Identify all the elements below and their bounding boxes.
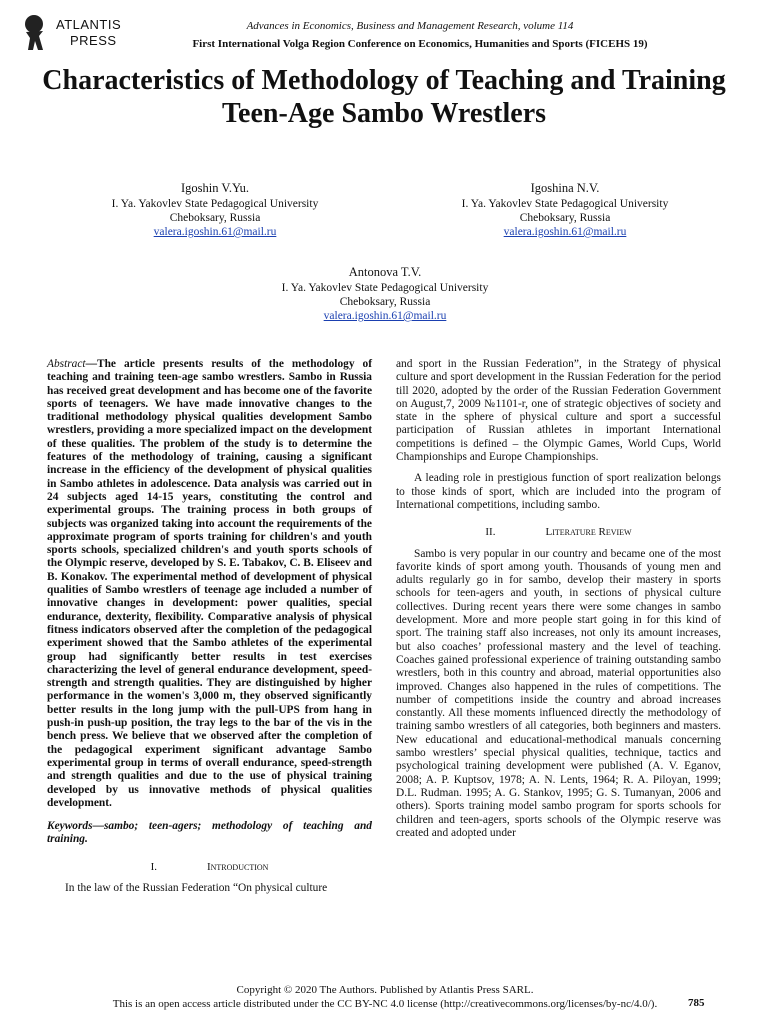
- author-city: Cheboksary, Russia: [169, 212, 261, 224]
- abstract-text: —The article presents results of the methodology of teaching and training teen-age sambo wrestlers. Sambo in Russia has received great development and has become one of the favorite sports of teenagers. We have made innovative changes to the traditional methodology physical qualities development Sambo wrestlers, providing a more specialized impact on the development of these qualities. The problem of the study is to determine the features of the methodology of training, causing a significant increase in the efficiency of the development of physical qualities in Sambo athletes in adolescence. Data analysis was carried out in 24 subjects aged 14-15 years, constituting the control and experimental groups. The training process in both groups of subjects was organized taking into account the requirements of the approximate program of sports training for children's and youth sports schools, specialized children's and youth sports schools of the Olympic reserve, developed by S. E. Tabakov, C. B. Eliseev and B. Konakov. The experimental method of development of physical qualities of Sambo wrestlers of teenage age included a number of innovative changes in development: power qualities, special endurance, dexterity, flexibility. Comparative analysis of physical fitness indicators observed after the completion of the pedagogical experiment showed that the Sambo athletes of the experimental group had significantly better results in test exercises characterizing the level of general endurance development, speed-strength and strength qualities. They are distinguished by higher performance in the women's 3,000 m, they observed significantly better results in the long jump with the pull-UPS from hang in push-in push-up position, the tray legs to the bar of the vis in the bench press. We believe that we observed after the completion of the pedagogical experiment significant advantage Sambo experimental group in terms of overall endurance, speed-strength and strength qualities and due to the use of physical training developed by us innovative methods of physical qualities development.: [47, 358, 372, 809]
- author-email-link[interactable]: valera.igoshin.61@mail.ru: [503, 226, 627, 238]
- author-email-link[interactable]: valera.igoshin.61@mail.ru: [323, 310, 447, 322]
- intro-paragraph-continued: and sport in the Russian Federation”, in the Strategy of physical culture and sport development in the Russian Federation for the period till 2020, adopted by the order of the Russian Federation Government on August,7, 2009 №1101-r, one of strategic objectives of society and state in the sphere of physical culture and sport a successful participation of Russian athletes in important International competitions is defined – the Olympic Games, World Cups, World Championships and Europe Championships.: [396, 358, 721, 464]
- atlas-figure-icon: [20, 14, 50, 52]
- logo-text-atlantis: ATLANTIS: [56, 17, 122, 32]
- keywords: [47, 820, 372, 847]
- section-heading-literature-review: II. Literature Review: [485, 526, 632, 539]
- author-city: Cheboksary, Russia: [519, 212, 611, 224]
- page-number: 785: [688, 997, 705, 1009]
- logo-text-press: PRESS: [70, 33, 117, 48]
- author-affiliation: I. Ya. Yakovlev State Pedagogical University: [461, 198, 669, 210]
- abstract-label: Abstract: [47, 358, 86, 370]
- author-name: Igoshina N.V.: [530, 181, 600, 195]
- author-affiliation: I. Ya. Yakovlev State Pedagogical University: [281, 282, 489, 294]
- section-heading-introduction: I. Introduction: [150, 860, 269, 873]
- keywords-text: —sambo; teen-agers; methodology of teaching and training.: [47, 820, 372, 846]
- author-affiliation: I. Ya. Yakovlev State Pedagogical University: [111, 198, 319, 210]
- intro-paragraph-2: A leading role in prestigious function of sport realization belongs to those kinds of sport, which are included into the program of International competitions, including sambo.: [396, 472, 721, 511]
- series-header: Advances in Economics, Business and Management Research, volume 114: [246, 20, 574, 32]
- right-column: [396, 358, 721, 840]
- intro-paragraph-start: In the law of the Russian Federation “On physical culture: [65, 881, 328, 894]
- keywords-label: Keywords: [47, 820, 93, 833]
- literature-review-paragraph: Sambo is very popular in our country and became one of the most favorite kinds of sport among youth. Thousands of young men and adults regularly go in for sambo, develop their mastery in sports schools for teen-agers and youth, in sections of physical culture collectives. During recent years there were some changes in sambo development. More and more people start going in for this kind of sport. The training staff also increases, not only its amount increases, but also coaches’ professional mastery and the level of teaching. Coaches gained professional experience of training outstanding sambo wrestlers, both in this country and abroad, material opportunities also improved. Changes also happened in the rules of competitions. The number of competitions inside the country and abroad increases constantly. All these moments influenced directly the methodology of training sambo wrestlers of all categories, both beginners and masters. New educational and educational-methodical manuals concerning sambo wrestlers’ special physical qualities, technique, tactics and psychological training development were published (A. V. Eganov, 2008; A. P. Kuptsov, 1978; A. N. Lents, 1964; R. A. Piloyan, 1999; D.L. Rudman. 1995; A. G. Stankov, 1995; G. S. Tumanyan, 2006 and others). Sports training model sambo program for sports schools for children and teen-agers, sports schools of the Olympic reserve was created and adopted under: [396, 547, 721, 839]
- abstract: [47, 358, 372, 810]
- author-block: [230, 265, 540, 323]
- page-footer: [60, 983, 710, 1011]
- copyright-notice: Copyright © 2020 The Authors. Published by Atlantis Press SARL.: [236, 984, 534, 996]
- author-name: Igoshin V.Yu.: [181, 181, 249, 195]
- author-email-link[interactable]: valera.igoshin.61@mail.ru: [153, 226, 277, 238]
- paper-title: Characteristics of Methodology of Teaching and Training Teen-Age Sambo Wrestlers: [42, 65, 726, 129]
- author-block: [60, 181, 370, 239]
- author-city: Cheboksary, Russia: [339, 296, 431, 308]
- conference-header: First International Volga Region Conference on Economics, Humanities and Sports (FICEHS 19): [192, 38, 648, 50]
- author-block: [420, 181, 710, 239]
- atlantis-press-logo: [20, 14, 130, 54]
- author-name: Antonova T.V.: [348, 265, 422, 279]
- left-column: [47, 358, 372, 895]
- license-notice: This is an open access article distributed under the CC BY-NC 4.0 license (http://creativecommons.org/licenses/by-nc/4.0/).: [112, 998, 658, 1010]
